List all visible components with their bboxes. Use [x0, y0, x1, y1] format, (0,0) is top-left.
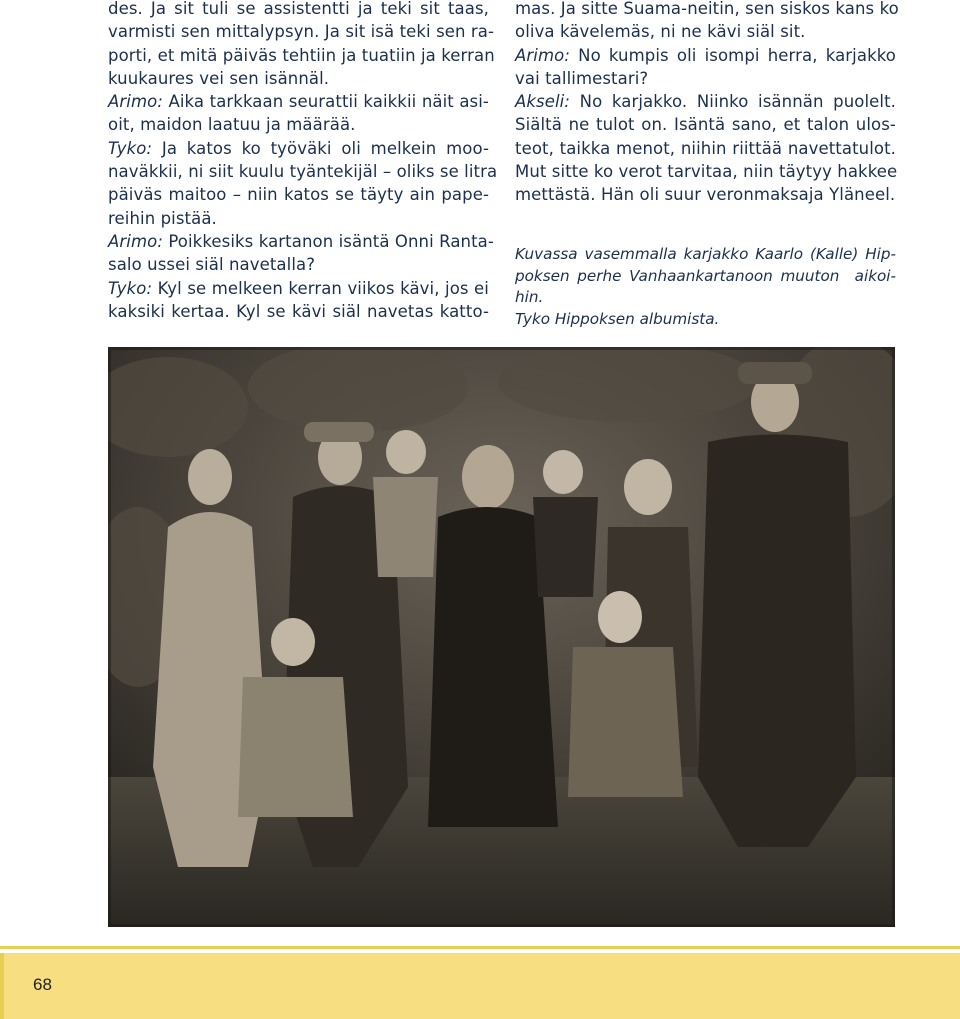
caption-line: Tyko Hippoksen albumista. — [515, 309, 720, 328]
text-line — [515, 90, 896, 113]
line-text: päiväs maitoo – niin katos se täyty ain pape- — [108, 185, 489, 205]
text-line — [108, 0, 489, 20]
line-text: Kyl se melkeen kerran viikos kävi, jos ei — [152, 278, 489, 298]
line-text: Poikkesiks kartanon isäntä Onni Ranta- — [162, 231, 494, 251]
line-text: kuukaures vei sen isännäl. — [108, 68, 330, 88]
speaker-label: Tyko: — [108, 278, 153, 298]
line-text: des. Ja sit tuli se assistentti ja teki sit taas, — [108, 0, 489, 18]
text-line — [108, 44, 495, 67]
line-text: Siältä ne tulot on. Isäntä sano, et talon ulos- — [515, 115, 896, 135]
text-line — [515, 137, 896, 160]
line-text: kaksiki kertaa. Kyl se kävi siäl navetas katto- — [108, 301, 489, 321]
footer-rule — [0, 946, 960, 949]
speaker-label: Arimo: — [108, 231, 163, 251]
text-line — [108, 230, 494, 253]
text-line — [108, 160, 498, 183]
text-line — [515, 44, 896, 67]
caption-line: hin. — [515, 288, 544, 306]
text-line — [108, 207, 489, 230]
text-line — [108, 277, 489, 300]
text-line — [515, 0, 899, 20]
text-line — [515, 113, 896, 136]
line-text: No karjakko. Niinko isännän puolelt. — [570, 92, 896, 112]
text-line — [108, 253, 489, 276]
text-line — [108, 67, 489, 90]
text-line — [515, 67, 896, 90]
text-line — [108, 113, 489, 136]
caption-line: Kuvassa vasemmalla karjakko Kaarlo (Kalle) Hip- — [515, 245, 896, 263]
line-text: porti, et mitä päiväs tehtiin ja tuatiin ja kerran — [108, 45, 495, 65]
line-text: naväkkii, ni siit kuulu tyäntekijäl – oliks se litra — [108, 162, 498, 182]
text-line — [108, 20, 495, 43]
line-text: mas. Ja sitte Suama-neitin, sen siskos kans ko — [515, 0, 899, 18]
caption-line: poksen perhe Vanhaankartanoon muuton aikoi- — [515, 266, 896, 285]
right-text-column — [515, 0, 899, 207]
text-line — [108, 90, 489, 113]
text-line — [108, 183, 489, 206]
line-text: varmisti sen mittalypsyn. Ja sit isä teki sen ra- — [108, 22, 495, 42]
text-line — [108, 300, 489, 323]
footer-band — [0, 953, 960, 1019]
line-text: mettästä. Hän oli suur veronmaksaja Yläneel. — [515, 185, 896, 205]
speaker-label: Akseli: — [515, 92, 571, 112]
line-text: Ja katos ko työväki oli melkein moo- — [152, 138, 489, 158]
text-line — [515, 20, 896, 43]
line-text: No kumpis oli isompi herra, karjakko — [569, 45, 896, 65]
line-text: salo ussei siäl navetalla? — [108, 255, 316, 275]
line-text: reihin pistää. — [108, 208, 217, 228]
speaker-label: Arimo: — [108, 92, 163, 112]
page-number: 68 — [33, 975, 52, 994]
text-line — [108, 137, 489, 160]
line-text: oit, maidon laatuu ja määrää. — [108, 115, 356, 135]
line-text: oliva kävelemäs, ni ne kävi siäl sit. — [515, 22, 806, 42]
line-text: Aika tarkkaan seurattii kaikkii näit asi- — [162, 92, 489, 112]
text-line — [515, 160, 896, 183]
line-text: Mut sitte ko verot tarvitaa, niin täytyy hakkee — [515, 162, 898, 182]
left-text-column — [108, 0, 498, 323]
speaker-label: Tyko: — [108, 138, 153, 158]
family-photo — [108, 347, 895, 927]
photo-caption — [515, 244, 896, 330]
text-line — [515, 183, 896, 206]
line-text: vai tallimestari? — [515, 68, 649, 88]
footer-edge — [0, 953, 4, 1019]
speaker-label: Arimo: — [515, 45, 570, 65]
line-text: teot, taikka menot, niihin riittää navettatulot. — [515, 138, 896, 158]
